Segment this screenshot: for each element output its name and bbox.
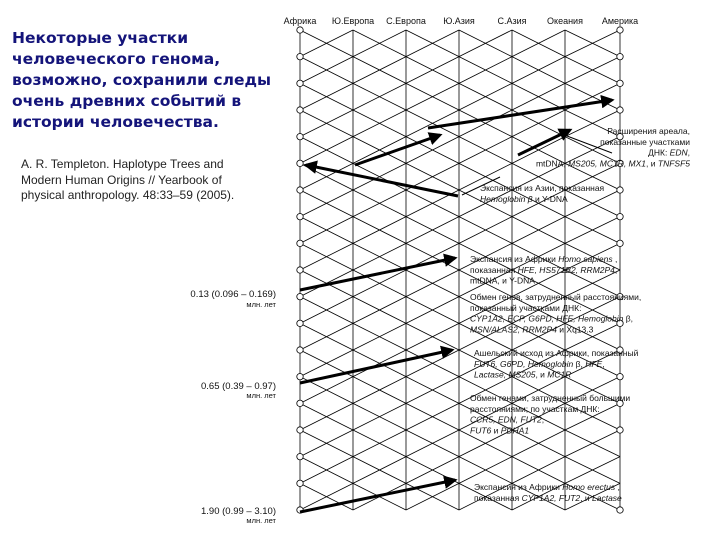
time-marker-value: 0.65 (0.39 – 0.97) (201, 381, 276, 392)
lattice-node (297, 107, 303, 113)
lattice-node (617, 213, 623, 219)
region-label: Ю.Азия (443, 16, 475, 26)
lattice-node (297, 133, 303, 139)
lattice-node (297, 213, 303, 219)
region-label: Америка (601, 16, 639, 26)
region-label: Океания (547, 16, 583, 26)
lattice-node (617, 427, 623, 433)
annotation-line: показанный участками ДНК: (470, 302, 582, 313)
lattice-node (617, 187, 623, 193)
time-marker-unit: млн. лет (246, 391, 276, 400)
migration-arrow (428, 100, 612, 128)
region-label: С.Азия (497, 16, 527, 26)
annotation-line: Ашельский исход из Африки, показанный (474, 348, 639, 358)
annotation-line: расстояниями; по участкам ДНК: (470, 403, 600, 414)
lattice-node (297, 160, 303, 166)
lattice-node (617, 27, 623, 33)
annotation-africa-expansion-erectus (474, 482, 622, 503)
lattice-node (297, 187, 303, 193)
lattice-node (617, 107, 623, 113)
annotation-asia-expansion (480, 183, 605, 204)
annotation-range-expansion (536, 126, 690, 168)
lattice-node (617, 53, 623, 59)
citation: A. R. Templeton. Haplotype Trees and Modern Human Origins // Yearbook of physical anthropology. 48:33–59 (2005). (21, 157, 235, 202)
time-markers (190, 289, 276, 525)
lattice-node (297, 240, 303, 246)
migration-arrow (355, 135, 440, 165)
region-label: С.Европа (386, 16, 426, 26)
annotation-line: mtDNA, и Y-DNA (470, 275, 535, 286)
time-marker-unit: млн. лет (246, 516, 276, 525)
lattice-node (297, 400, 303, 406)
lattice-node (297, 27, 303, 33)
annotation-line: CCR5, EDN, FUT2, (470, 414, 545, 425)
region-label: Африка (283, 16, 317, 26)
annotation-line: Экспансия из Африки Homo erectus , (474, 482, 620, 492)
migration-arrow (300, 350, 452, 383)
annotation-line: Расширения ареала, (607, 126, 690, 136)
annotation-line: Lactase, MS205, и MC1R (474, 369, 572, 380)
lattice-node (297, 267, 303, 273)
annotation-line: Экспансия из Азии, показанная (480, 183, 605, 193)
annotation-gene-flow-restricted (470, 292, 641, 334)
migration-arrow (306, 165, 458, 196)
annotation-acheulean-exit (474, 348, 639, 380)
slide-title: Некоторые участки человеческого генома, возможно, сохранили следы очень древних событий в истории человечества. (12, 29, 272, 131)
region-label: Ю.Европа (331, 16, 375, 26)
lattice-node (297, 320, 303, 326)
migration-arrow (518, 130, 570, 155)
annotation-line: показанная CYP1A2, FUT2, и Lactase (474, 492, 622, 503)
lattice-node (297, 293, 303, 299)
migration-arrow (300, 258, 455, 290)
annotation-line: Экспансия из Африки Homo sapiens , (470, 254, 618, 264)
annotation-line: ДНК: EDN, (648, 147, 690, 158)
annotation-line: FUT6 и PDHA1 (470, 425, 530, 436)
lattice-node (617, 80, 623, 86)
lattice-node (297, 480, 303, 486)
annotation-line: Обмен генов, затрудненный расстояниями, (470, 292, 642, 302)
annotation-line: MSN/ALAS2, RRM2P4 и Xq13.3 (470, 324, 594, 335)
annotation-line: показанные участками (600, 136, 690, 147)
region-labels (284, 16, 639, 26)
lattice-node (297, 53, 303, 59)
annotation-line: CYP1A2, ECP, G6PD, HFE, Hemoglobin β, (470, 313, 634, 324)
annotation-texts (470, 126, 690, 503)
annotation-line: Hemoglobin β и Y-DNA (480, 193, 568, 204)
annotation-line: FUT6, G6PD, Hemoglobin β, HFE, (474, 358, 605, 369)
annotation-line: показанная HFE, HS571B2, RRM2P4, (470, 264, 618, 275)
lattice-node (617, 240, 623, 246)
lattice-node (297, 80, 303, 86)
time-marker-value: 1.90 (0.99 – 3.10) (201, 506, 276, 517)
lattice-node (617, 507, 623, 513)
lattice-node (297, 373, 303, 379)
time-marker-value: 0.13 (0.096 – 0.169) (190, 289, 276, 300)
lattice-node (617, 373, 623, 379)
lattice-node (297, 453, 303, 459)
time-marker-unit: млн. лет (246, 300, 276, 309)
lattice-node (297, 347, 303, 353)
lattice-node (297, 427, 303, 433)
annotation-line: mtDNA, MS205, MC1R, MX1, и TNFSF5 (535, 158, 690, 169)
annotation-line: Обмен генами, затрудненный большими (470, 393, 631, 403)
annotation-gene-exchange-distances (470, 393, 630, 435)
